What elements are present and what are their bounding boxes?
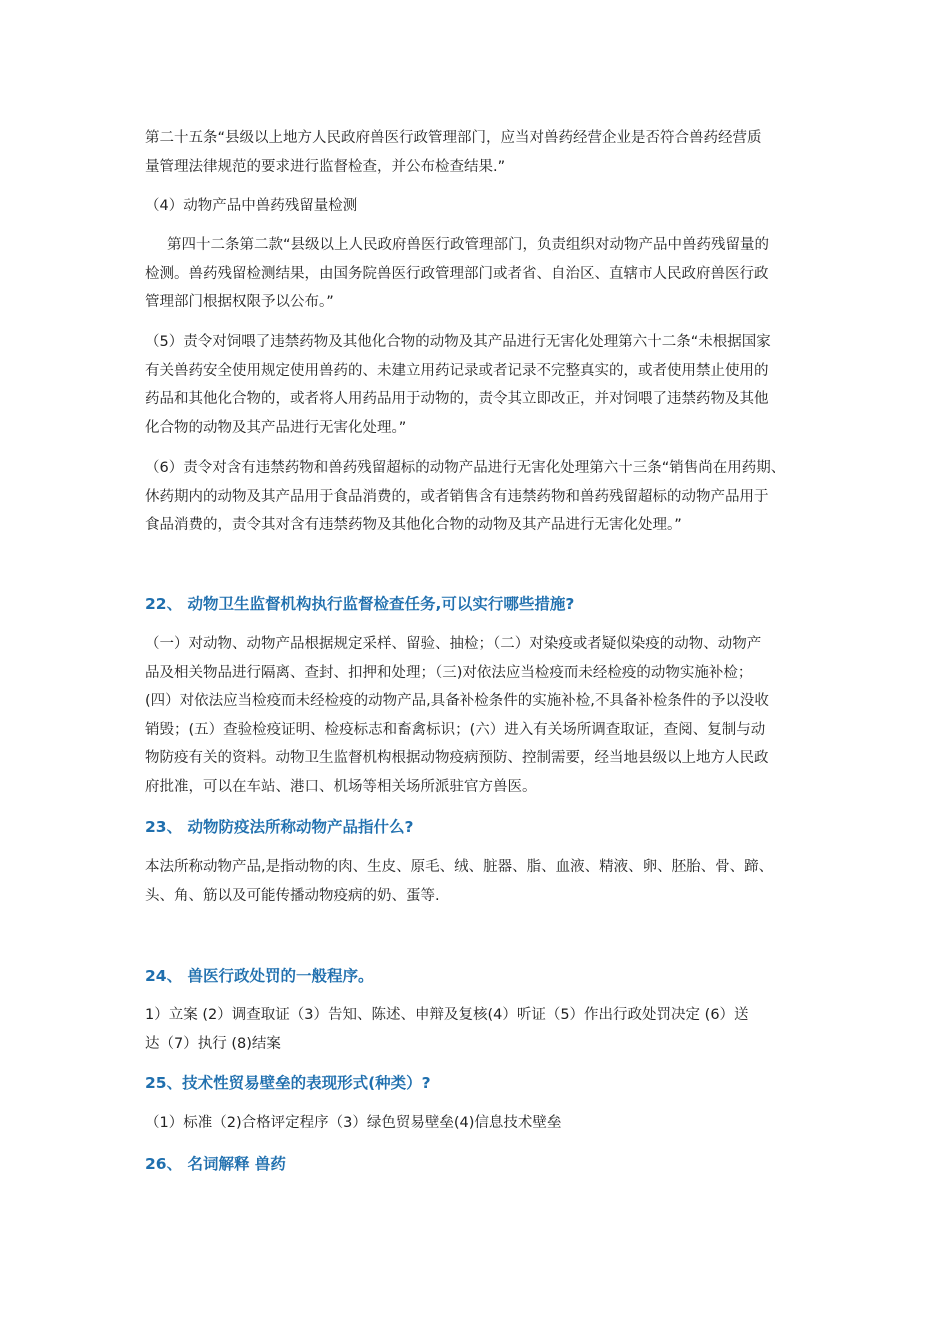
text-line: 销毁；(五）查验检疫证明、检疫标志和畜禽标识；(六）进入有关场所调查取证，查阅、复制与动	[145, 721, 766, 738]
text-line: 管理部门根据权限予以公布。”	[145, 294, 334, 310]
question-23-answer	[145, 853, 810, 910]
question-24	[145, 962, 810, 990]
text-line: 化合物的动物及其产品进行无害化处理。”	[145, 419, 407, 436]
question-24-answer	[145, 1001, 810, 1058]
text-line: 药品和其他化合物的，或者将人用药品用于动物的，责令其立即改正，并对饲喂了违禁药物及其他	[145, 391, 769, 407]
subsection-4-title	[145, 192, 810, 221]
question-23-heading: 23、 动物防疫法所称动物产品指什么?	[145, 818, 414, 836]
text-line: (四）对依法应当检疫而未经检疫的动物产品,具备补检条件的实施补检,不具备补检条件的予以没收	[145, 693, 769, 709]
question-22-heading: 22、 动物卫生监督机构执行监督检查任务,可以实行哪些措施?	[145, 595, 575, 613]
article-42-paragraph	[145, 231, 810, 317]
text-line: （6）责令对含有违禁药物和兽药残留超标的动物产品进行无害化处理第六十三条“销售尚在用药期、	[145, 460, 786, 476]
text-line: 食品消费的，责令其对含有违禁药物及其他化合物的动物及其产品进行无害化处理。”	[145, 517, 682, 533]
text-line: 达（7）执行 (8)结案	[145, 1035, 281, 1052]
question-22-answer	[145, 630, 810, 801]
subsection-6-paragraph	[145, 454, 810, 540]
text-line: （5）责令对饲喂了违禁药物及其他化合物的动物及其产品进行无害化处理第六十二条“未根据国家	[145, 334, 771, 350]
text-line: 品及相关物品进行隔离、查封、扣押和处理；（三)对依法应当检疫而未经检疫的动物实施补检；	[145, 664, 753, 681]
text-line: 第二十五条“县级以上地方人民政府兽医行政管理部门，应当对兽药经营企业是否符合兽药经营质	[145, 130, 762, 146]
question-24-heading: 24、 兽医行政处罚的一般程序。	[145, 967, 374, 985]
question-23	[145, 813, 810, 841]
article-25-paragraph	[145, 124, 810, 181]
text-line: 休药期内的动物及其产品用于食品消费的，或者销售含有违禁药物和兽药残留超标的动物产品用于	[145, 488, 769, 505]
subsection-5-paragraph	[145, 328, 810, 442]
question-25-answer	[145, 1109, 810, 1138]
text-line: （4）动物产品中兽药残留量检测	[145, 198, 358, 214]
text-line: （1）标准（2)合格评定程序（3）绿色贸易壁垒(4)信息技术壁垒	[145, 1115, 562, 1131]
text-line: 1）立案 (2）调查取证（3）告知、陈述、申辩及复核(4）听证（5）作出行政处罚决定 (6）送	[145, 1007, 749, 1023]
text-line: 量管理法律规范的要求进行监督检查，并公布检查结果.”	[145, 158, 506, 175]
text-line: 第四十二条第二款“县级以上人民政府兽医行政管理部门，负责组织对动物产品中兽药残留量的	[167, 237, 770, 253]
text-line: （一）对动物、动物产品根据规定采样、留验、抽检；（二）对染疫或者疑似染疫的动物、动物产	[145, 636, 762, 652]
question-25	[145, 1069, 810, 1097]
question-25-heading: 25、技术性贸易壁垒的表现形式(种类）?	[145, 1074, 431, 1092]
text-line: 头、角、筋以及可能传播动物疫病的奶、蛋等.	[145, 887, 440, 904]
text-line: 本法所称动物产品,是指动物的肉、生皮、原毛、绒、脏器、脂、血液、精液、卵、胚胎、骨、蹄、	[145, 859, 774, 875]
text-line: 检测。兽药残留检测结果，由国务院兽医行政管理部门或者省、自治区、直辖市人民政府兽医行政	[145, 265, 769, 282]
text-line: 府批准，可以在车站、港口、机场等相关场所派驻官方兽医。	[145, 778, 537, 795]
text-line: 物防疫有关的资料。动物卫生监督机构根据动物疫病预防、控制需要，经当地县级以上地方人民政	[145, 750, 769, 766]
question-22	[145, 590, 810, 618]
question-26	[145, 1150, 810, 1178]
question-26-heading: 26、 名词解释 兽药	[145, 1155, 286, 1173]
text-line: 有关兽药安全使用规定使用兽药的、未建立用药记录或者记录不完整真实的，或者使用禁止使用的	[145, 362, 769, 379]
